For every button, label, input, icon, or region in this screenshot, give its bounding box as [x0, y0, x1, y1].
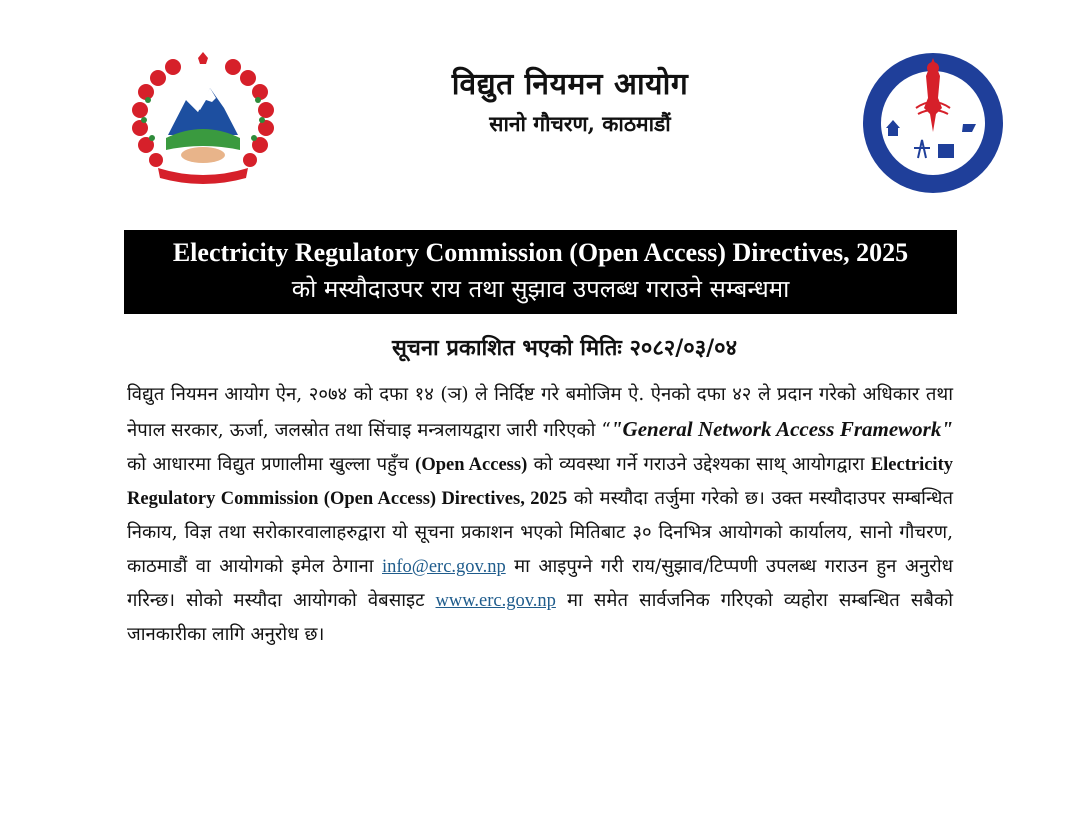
website-link[interactable]: www.erc.gov.np — [435, 591, 556, 611]
body-segment: मा समेत सार्वजनिक गरिएको व्यहोरा सम्बन्धित सबैको जानकारीका लागि अनुरोध छ। — [127, 590, 953, 645]
open-access-term: (Open Access) — [415, 455, 528, 475]
body-segment: मा आइपुग्ने गरी राय/सुझाव/टिप्पणी उपलब्ध गराउन हुन अनुरोध गरिन्छ। सोको मस्यौदा आयोगको वेबसाइट — [127, 556, 953, 611]
email-link[interactable]: info@erc.gov.np — [381, 557, 506, 577]
publication-date: सूचना प्रकाशित भएको मितिः २०८२/०३/०४ — [392, 335, 738, 361]
directive-name: Electricity Regulatory Commission (Open Access) Directives, 2025 — [127, 455, 953, 509]
erc-logo-icon — [858, 48, 1008, 198]
nepal-emblem-icon — [128, 50, 278, 190]
body-segment: को मस्यौदा तर्जुमा गरेको छ। उक्त मस्यौदाउपर सम्बन्धित निकाय, विज्ञ तथा सरोकारवालाहरुद्वारा यो सूचना प्रकाशन भएको मितिबाट ३० दिनभित्र आयोगको कार्यालय, सानो गौचरण, काठमाडौं वा आयोगको इमेल ठेगाना — [127, 488, 953, 577]
directive-title: Electricity Regulatory Commission (Open Access) Directives, 2025 — [172, 238, 909, 267]
notice-title-banner — [124, 230, 957, 314]
organization-address: सानो गौचरण, काठमाडौं — [489, 111, 671, 136]
organization-name: विद्युत नियमन आयोग — [451, 67, 689, 102]
body-segment: को व्यवस्था गर्ने गराउने उद्देश्यका साथ् आयोगद्वारा — [527, 454, 871, 475]
notice-subject: को मस्यौदाउपर राय तथा सुझाव उपलब्ध गराउने सम्बन्धमा — [291, 275, 790, 303]
body-segment: को आधारमा विद्युत प्रणालीमा खुल्ला पहुँच — [127, 454, 416, 475]
notice-body — [127, 378, 953, 652]
letterhead — [0, 0, 1080, 220]
body-segment: विद्युत नियमन आयोग ऐन, २०७४ को दफा १४ (ञ) ले निर्दिष्ट गरे बमोजिम ऐ. ऐनको दफा ४२ ले प्रदान गरेको अधिकार तथा नेपाल सरकार, ऊर्जा, जलस्रोत तथा सिंचाइ मन्त्रलायद्वारा जारी गरिएको “ — [127, 384, 953, 441]
framework-name: "General Network Access Framework" — [610, 417, 953, 441]
